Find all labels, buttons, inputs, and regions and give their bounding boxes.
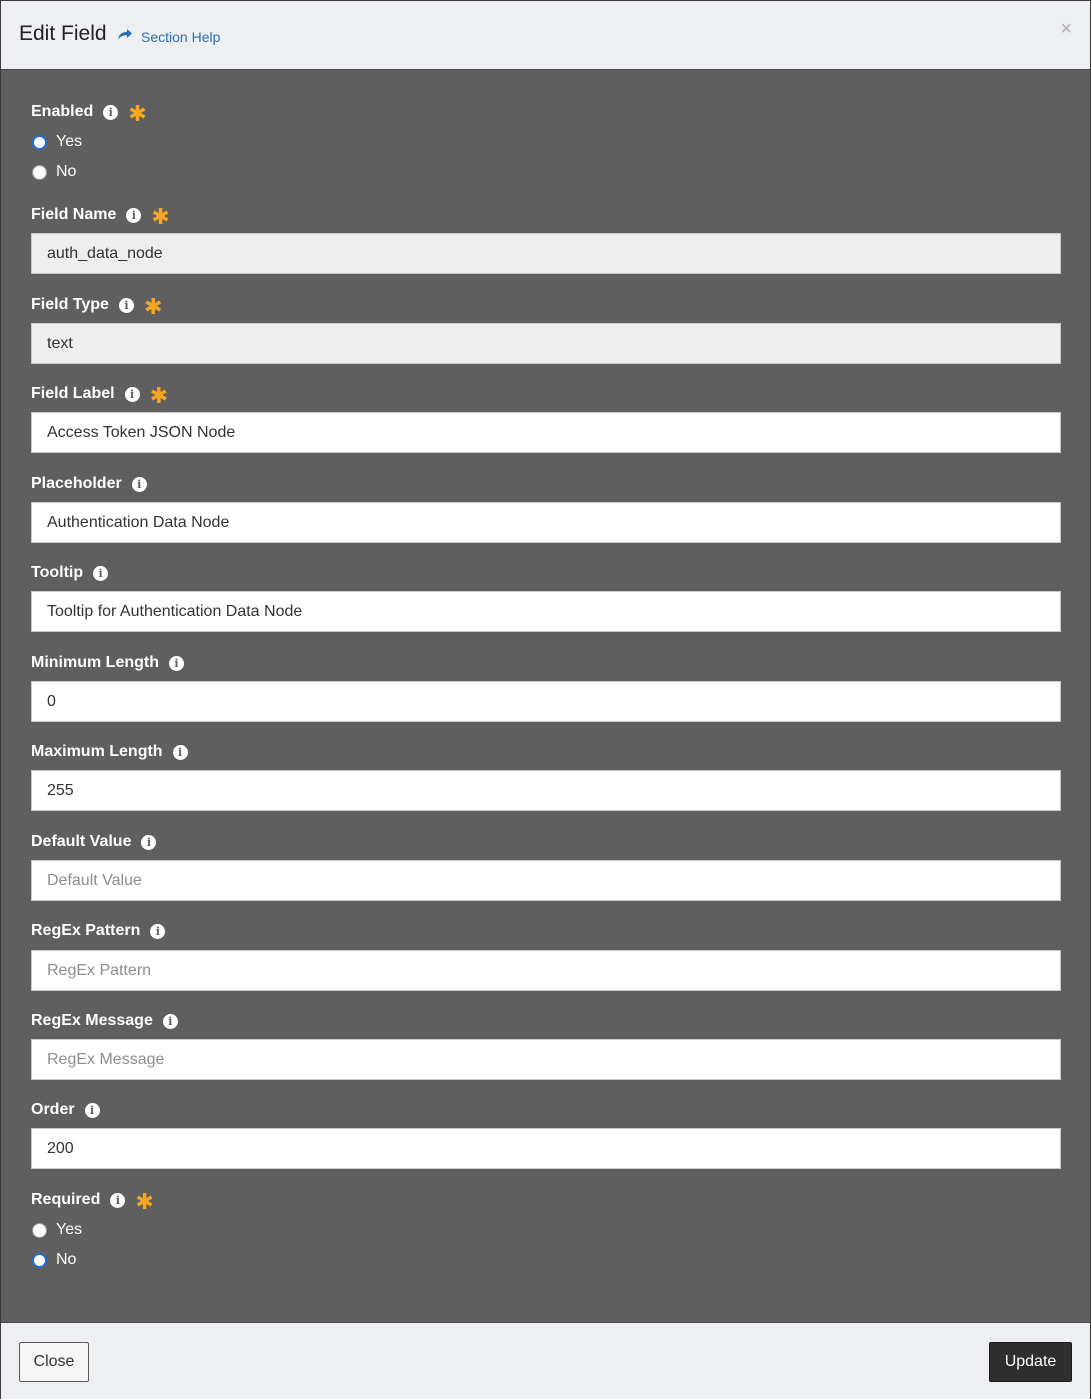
placeholder-label: Placeholder i <box>31 474 157 494</box>
field-name-input: auth_data_node <box>31 233 1061 274</box>
info-icon[interactable]: i <box>150 924 165 939</box>
field-type-input: text <box>31 323 1061 364</box>
field-label-input[interactable]: Access Token JSON Node <box>31 412 1061 453</box>
required-yes-radio[interactable] <box>32 1223 47 1238</box>
info-icon[interactable]: i <box>132 477 147 492</box>
field-type-label: Field Type i ✱ <box>31 294 163 319</box>
dialog-title: Edit Field <box>19 22 107 45</box>
enabled-yes-option[interactable] <box>32 133 82 151</box>
field-label-label: Field Label i ✱ <box>31 383 169 408</box>
required-no-radio[interactable] <box>32 1253 47 1268</box>
update-button[interactable]: Update <box>989 1342 1072 1382</box>
required-no-label: No <box>56 1251 77 1268</box>
enabled-no-option[interactable] <box>32 163 76 181</box>
asterisk-icon: ✱ <box>128 101 147 126</box>
placeholder-input[interactable]: Authentication Data Node <box>31 502 1061 543</box>
default-value-input[interactable]: Default Value <box>31 860 1061 901</box>
enabled-label: Enabled i ✱ <box>31 101 147 126</box>
enabled-yes-label: Yes <box>56 133 83 150</box>
default-value-label: Default Value i <box>31 832 166 852</box>
enabled-no-label: No <box>56 163 77 180</box>
close-icon[interactable]: × <box>1060 18 1072 40</box>
tooltip-label: Tooltip i <box>31 563 118 583</box>
regex-pattern-input[interactable]: RegEx Pattern <box>31 950 1061 991</box>
max-length-label: Maximum Length i <box>31 742 198 762</box>
info-icon[interactable]: i <box>125 387 140 402</box>
regex-message-input[interactable]: RegEx Message <box>31 1039 1061 1080</box>
asterisk-icon: ✱ <box>143 294 163 319</box>
info-icon[interactable]: i <box>103 105 118 120</box>
info-icon[interactable]: i <box>93 566 108 581</box>
asterisk-icon: ✱ <box>151 204 170 229</box>
regex-message-label: RegEx Message i <box>31 1011 188 1031</box>
info-icon[interactable]: i <box>169 656 184 671</box>
dialog-body <box>1 70 1090 1322</box>
share-arrow-icon <box>117 28 133 45</box>
asterisk-icon: ✱ <box>135 1189 154 1214</box>
order-input[interactable]: 200 <box>31 1128 1061 1169</box>
info-icon[interactable]: i <box>110 1193 125 1208</box>
required-label: Required i ✱ <box>31 1189 154 1214</box>
info-icon[interactable]: i <box>173 745 188 760</box>
min-length-label: Minimum Length i <box>31 653 194 673</box>
info-icon[interactable]: i <box>126 208 141 223</box>
required-no-option[interactable] <box>32 1251 76 1269</box>
required-yes-option[interactable] <box>32 1221 82 1239</box>
info-icon[interactable]: i <box>119 298 134 313</box>
regex-pattern-label: RegEx Pattern i <box>31 921 175 941</box>
info-icon[interactable]: i <box>85 1103 100 1118</box>
info-icon[interactable]: i <box>163 1014 178 1029</box>
required-yes-label: Yes <box>56 1221 83 1238</box>
close-button[interactable]: Close <box>19 1342 89 1382</box>
max-length-input[interactable]: 255 <box>31 770 1061 811</box>
field-name-label: Field Name i ✱ <box>31 204 170 229</box>
enabled-yes-radio[interactable] <box>32 135 47 150</box>
section-help-link[interactable] <box>117 28 220 45</box>
dialog-footer <box>1 1322 1090 1399</box>
min-length-input[interactable]: 0 <box>31 681 1061 722</box>
enabled-no-radio[interactable] <box>32 165 47 180</box>
asterisk-icon: ✱ <box>149 383 169 408</box>
dialog-header <box>1 1 1090 70</box>
order-label: Order i <box>31 1100 110 1120</box>
tooltip-input[interactable]: Tooltip for Authentication Data Node <box>31 591 1061 632</box>
info-icon[interactable]: i <box>141 835 156 850</box>
section-help-label: Section Help <box>141 28 221 45</box>
